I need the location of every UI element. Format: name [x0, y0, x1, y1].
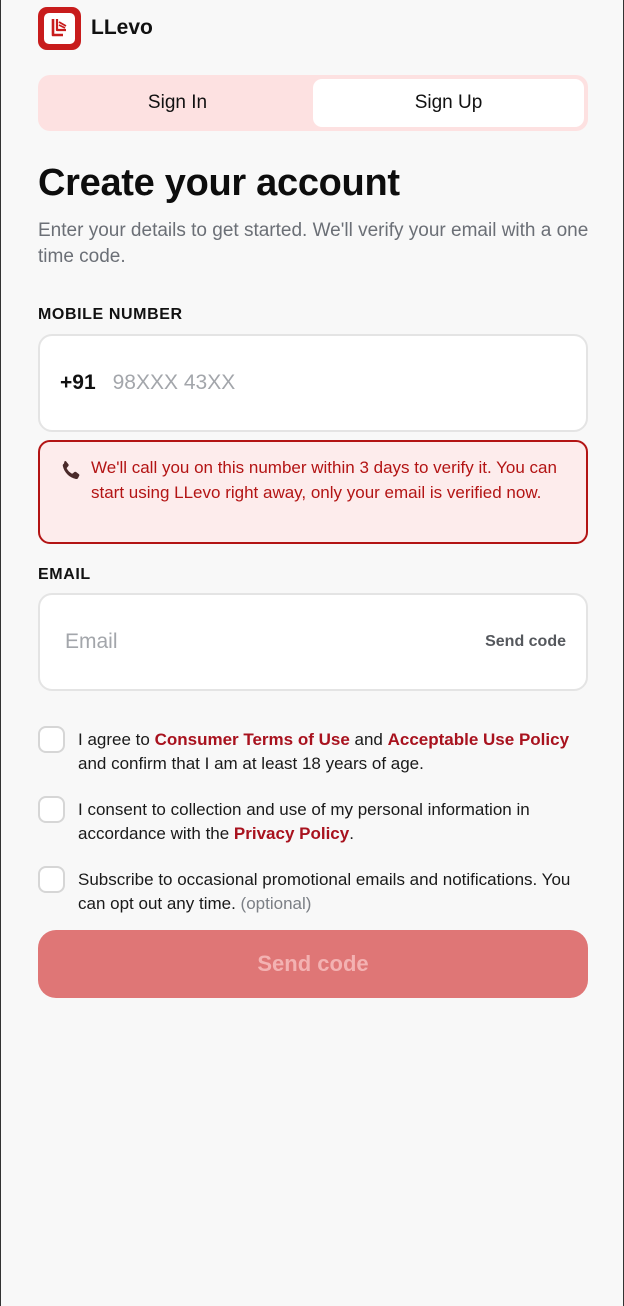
app-name: LLevo [91, 16, 153, 39]
terms-checkbox[interactable] [38, 726, 65, 753]
optional-tag: (optional) [240, 894, 312, 913]
mobile-number-label: MOBILE NUMBER [38, 306, 183, 323]
mobile-number-field [38, 334, 588, 432]
send-code-button[interactable]: Send code [38, 930, 588, 998]
terms-consent-text [78, 728, 598, 776]
privacy-text-suffix: . [349, 824, 354, 843]
mobile-number-input[interactable] [113, 371, 493, 395]
mobile-verification-notice [38, 440, 588, 544]
page-title: Create your account [38, 162, 400, 204]
marketing-consent-text [78, 868, 598, 916]
auth-tab-switcher [38, 75, 588, 131]
email-field [38, 593, 588, 691]
terms-consent-row [38, 728, 598, 776]
tab-sign-in[interactable]: Sign In [147, 92, 208, 113]
terms-text-suffix: and confirm that I am at least 18 years of age. [78, 754, 424, 773]
privacy-consent-row [38, 798, 598, 846]
consumer-terms-link[interactable]: Consumer Terms of Use [154, 730, 350, 749]
terms-text-middle: and [349, 730, 388, 749]
email-label: EMAIL [38, 566, 91, 583]
terms-text-prefix: I agree to [78, 730, 155, 749]
email-send-code-button[interactable]: Send code [485, 633, 566, 650]
marketing-text: Subscribe to occasional promotional emails and notifications. You can opt out any time. [78, 870, 571, 913]
acceptable-use-policy-link[interactable]: Acceptable Use Policy [387, 730, 570, 749]
llevo-logo-icon [38, 7, 81, 50]
privacy-checkbox[interactable] [38, 796, 65, 823]
marketing-consent-row [38, 868, 598, 916]
page-subtitle: Enter your details to get started. We'll verify your email with a one time code. [38, 220, 589, 267]
email-input[interactable] [65, 630, 455, 654]
privacy-consent-text [78, 798, 598, 846]
marketing-checkbox[interactable] [38, 866, 65, 893]
privacy-policy-link[interactable]: Privacy Policy [233, 824, 350, 843]
tab-sign-up[interactable]: Sign Up [313, 79, 584, 127]
notice-text: We'll call you on this number within 3 days to verify it. You can start using LLevo right away, only your email is verified now. [91, 458, 557, 502]
phone-icon [58, 459, 82, 483]
country-code: +91 [60, 371, 96, 394]
app-header [38, 6, 153, 50]
privacy-text-prefix: I consent to collection and use of my personal information in accordance with the [78, 800, 530, 843]
